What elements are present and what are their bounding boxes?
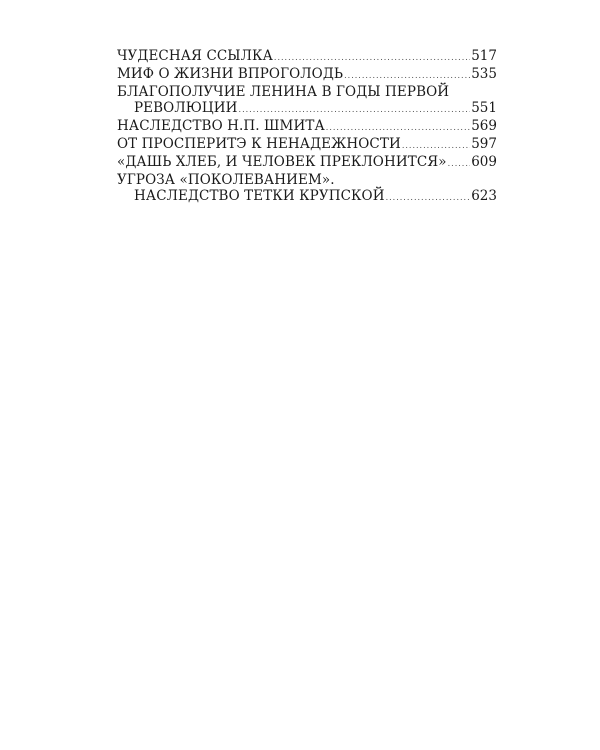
- toc-entry-page: 535: [471, 66, 497, 82]
- toc-entry-page: 517: [471, 48, 497, 64]
- toc-entry-title-line2: РЕВОЛЮЦИИ: [134, 100, 238, 116]
- toc-entry-page: 551: [471, 100, 497, 116]
- toc-entry-title: «ДАШЬ ХЛЕБ, И ЧЕЛОВЕК ПРЕКЛОНИТСЯ»: [117, 154, 447, 170]
- toc-entry: [117, 154, 497, 172]
- dot-leader: [402, 138, 470, 154]
- toc-entry: [117, 100, 497, 118]
- toc-entry-page: 609: [471, 154, 497, 170]
- toc-entry-title: ЧУДЕСНАЯ ССЫЛКА: [117, 48, 273, 64]
- toc-entry-page: 597: [471, 136, 497, 152]
- dot-leader: [448, 156, 471, 172]
- toc-entry-page: 623: [471, 188, 497, 204]
- toc-entry-title: ОТ ПРОСПЕРИТЭ К НЕНАДЕЖНОСТИ: [117, 136, 401, 152]
- toc-entry: [117, 188, 497, 206]
- toc-entry-title-line1: БЛАГОПОЛУЧИЕ ЛЕНИНА В ГОДЫ ПЕРВОЙ: [117, 84, 450, 100]
- toc-entry-title-line2: НАСЛЕДСТВО ТЕТКИ КРУПСКОЙ: [134, 188, 385, 204]
- toc-entry-title: НАСЛЕДСТВО Н.П. ШМИТА: [117, 118, 325, 134]
- toc-entry-title: МИФ О ЖИЗНИ ВПРОГОЛОДЬ: [117, 66, 344, 82]
- toc-entry: [117, 118, 497, 136]
- dot-leader: [239, 102, 471, 118]
- toc-entry: [117, 136, 497, 154]
- table-of-contents: [117, 48, 497, 206]
- dot-leader: [386, 190, 471, 206]
- toc-entry: [117, 48, 497, 66]
- toc-entry: [117, 66, 497, 84]
- dot-leader: [274, 50, 470, 66]
- dot-leader: [344, 68, 470, 84]
- toc-entry-title-line1: УГРОЗА «ПОКОЛЕВАНИЕМ».: [117, 172, 335, 188]
- toc-entry-page: 569: [471, 118, 497, 134]
- dot-leader: [326, 120, 470, 136]
